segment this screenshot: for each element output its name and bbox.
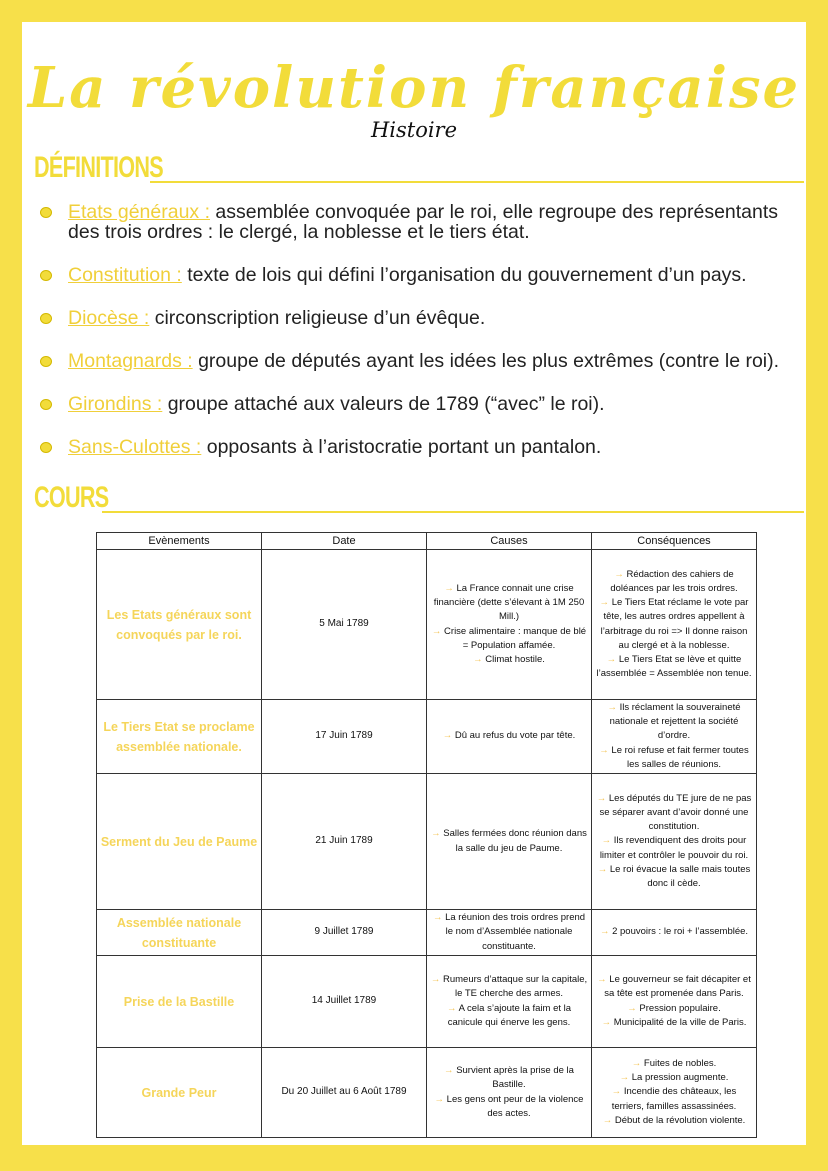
table-text: Fuites de nobles.	[643, 1058, 717, 1069]
definition-term: Etats généraux :	[68, 201, 211, 223]
definition-text: opposants à l’aristocratie portant un pantalon.	[201, 436, 602, 458]
definition-text: groupe attaché aux valeurs de 1789 (“avec” le roi).	[162, 393, 605, 415]
arrow-icon: →	[430, 974, 443, 986]
arrow-icon: →	[619, 1072, 632, 1084]
table-bullet-line	[595, 653, 753, 681]
table-header-row	[97, 533, 757, 550]
arrow-icon: →	[606, 653, 619, 665]
yellow-dot-icon	[40, 207, 52, 218]
causes-cell	[427, 1048, 592, 1138]
table-text: Le roi refuse et fait fermer toutes les salles de réunions.	[611, 744, 749, 770]
causes-cell	[427, 956, 592, 1048]
definition-text: texte de lois qui défini l’organisation du gouvernement d’un pays.	[181, 264, 747, 286]
table-bullet-line	[430, 1002, 588, 1030]
table-text: La France connait une crise financière (dette s’élevant à 1M 250 Mill.)	[433, 582, 585, 623]
table-row	[97, 700, 757, 774]
table-bullet-line	[430, 729, 588, 743]
causes-cell	[427, 700, 592, 774]
table-bullet-line	[430, 653, 588, 667]
table-text: Rumeurs d’attaque sur la capitale, le TE cherche des armes.	[442, 974, 588, 1000]
table-row	[97, 910, 757, 956]
definition-item	[40, 265, 800, 285]
arrow-icon: →	[434, 1093, 447, 1105]
arrow-icon: →	[627, 1002, 640, 1014]
event-cell: Prise de la Bastille	[97, 956, 262, 1048]
table-row	[97, 550, 757, 700]
consequences-cell	[592, 910, 757, 956]
table-bullet-line	[595, 1071, 753, 1085]
arrow-icon: →	[431, 828, 444, 840]
yellow-dot-icon	[40, 313, 52, 324]
definition-term: Sans-Culottes :	[68, 436, 202, 458]
definition-term: Montagnards :	[68, 350, 193, 372]
arrow-icon: →	[599, 926, 613, 938]
arrow-icon: →	[602, 1114, 615, 1126]
yellow-dot-icon	[40, 356, 52, 367]
date-cell: 17 Juin 1789	[262, 700, 427, 774]
table-text: La pression augmente.	[631, 1072, 729, 1084]
table-bullet-line	[430, 827, 588, 855]
definition-item	[40, 308, 800, 328]
arrow-icon: →	[599, 597, 612, 609]
table-text: Crise alimentaire : manque de blé = Population affamée.	[444, 625, 587, 651]
arrow-icon: →	[597, 863, 610, 875]
column-header: Causes	[427, 533, 592, 550]
table-bullet-line	[430, 973, 588, 1001]
definition-term: Constitution :	[68, 264, 182, 286]
section-heading-definitions: DÉFINITIONS	[34, 151, 163, 184]
arrow-icon: →	[446, 1002, 459, 1014]
table-bullet-line	[430, 582, 588, 625]
table-bullet-line	[595, 1057, 753, 1071]
table-bullet-line	[595, 568, 753, 596]
table-bullet-line	[595, 596, 753, 653]
date-cell: 14 Juillet 1789	[262, 956, 427, 1048]
arrow-icon: →	[442, 730, 455, 742]
date-cell: Du 20 Juillet au 6 Août 1789	[262, 1048, 427, 1138]
page	[22, 22, 806, 1145]
arrow-icon: →	[444, 582, 457, 594]
arrow-icon: →	[473, 653, 486, 665]
table-text: Ils réclament la souveraineté nationale et rejettent la société d’ordre.	[609, 702, 741, 742]
arrow-icon: →	[599, 744, 612, 756]
table-bullet-line	[595, 925, 753, 939]
arrow-icon: →	[614, 568, 627, 580]
table-text: Survient après la prise de la Bastille.	[456, 1065, 574, 1091]
table-bullet-line	[430, 625, 588, 653]
table-bullet-line	[430, 1064, 588, 1092]
table-text: Le Tiers Etat réclame le vote par tête, les autres ordres appellent à l’arbitrage du roi => Il donne raison au clergé et à la noblesse.	[600, 597, 749, 651]
causes-cell	[427, 550, 592, 700]
table-text: Municipalité de la ville de Paris.	[613, 1016, 747, 1028]
date-cell: 21 Juin 1789	[262, 774, 427, 910]
table-text: Pression populaire.	[639, 1002, 721, 1014]
consequences-cell	[592, 956, 757, 1048]
event-cell: Les Etats généraux sont convoqués par le roi.	[97, 550, 262, 700]
table-text: Dû au refus du vote par tête.	[454, 730, 576, 742]
event-cell: Serment du Jeu de Paume	[97, 774, 262, 910]
consequences-cell	[592, 1048, 757, 1138]
consequences-cell	[592, 550, 757, 700]
causes-cell	[427, 774, 592, 910]
section-divider	[102, 511, 804, 513]
yellow-dot-icon	[40, 442, 52, 453]
page-subtitle: Histoire	[370, 118, 458, 142]
table-bullet-line	[595, 701, 753, 744]
arrow-icon: →	[607, 702, 620, 713]
definition-item	[40, 202, 800, 242]
table-bullet-line	[595, 863, 753, 891]
table-bullet-line	[595, 1114, 753, 1128]
table-bullet-line	[595, 792, 753, 835]
table-text: Rédaction des cahiers de doléances par les trois ordres.	[610, 568, 738, 594]
table-text: Les députés du TE jure de ne pas se séparer avant d’avoir donné une constitution.	[599, 792, 752, 833]
event-cell: Assemblée nationale constituante	[97, 910, 262, 956]
table-text: Incendie des châteaux, les terriers, familles assassinées.	[611, 1086, 737, 1112]
table-text: A cela s’ajoute la faim et la canicule qui énerve les gens.	[447, 1002, 572, 1028]
table-text: Le Tiers Etat se lève et quitte l’assemblée = Assemblée non tenue.	[596, 653, 752, 680]
arrow-icon: →	[611, 1086, 624, 1098]
date-cell: 9 Juillet 1789	[262, 910, 427, 956]
page-title: La révolution française	[27, 55, 801, 121]
table-bullet-line	[595, 1016, 753, 1030]
yellow-dot-icon	[40, 399, 52, 410]
table-text: Début de la révolution violente.	[614, 1114, 746, 1126]
definitions-list	[40, 202, 800, 480]
table-bullet-line	[430, 1093, 588, 1121]
column-header: Evènements	[97, 533, 262, 550]
section-divider	[150, 181, 804, 183]
date-cell: 5 Mai 1789	[262, 550, 427, 700]
table-bullet-line	[595, 973, 753, 1001]
arrow-icon: →	[431, 625, 445, 637]
arrow-icon: →	[596, 792, 609, 804]
table-text: La réunion des trois ordres prend le nom d’Assemblée nationale constituante.	[445, 912, 586, 952]
definition-text: assemblée convoquée par le roi, elle regroupe des représentants des trois ordres : le clergé, la noblesse et le tiers état.	[68, 201, 779, 243]
column-header: Date	[262, 533, 427, 550]
section-heading-cours: COURS	[34, 481, 109, 514]
definition-term: Girondins :	[68, 393, 163, 415]
definition-text: circonscription religieuse d’un évêque.	[149, 307, 486, 329]
arrow-icon: →	[601, 1016, 614, 1028]
arrow-icon: →	[631, 1058, 644, 1069]
table-text: Climat hostile.	[485, 653, 545, 665]
table-row	[97, 1048, 757, 1138]
events-table	[96, 532, 757, 1138]
table-bullet-line	[430, 911, 588, 954]
yellow-dot-icon	[40, 270, 52, 281]
consequences-cell	[592, 774, 757, 910]
table-bullet-line	[595, 1002, 753, 1016]
definition-item	[40, 437, 800, 457]
table-row	[97, 774, 757, 910]
table-bullet-line	[595, 1085, 753, 1113]
definition-item	[40, 394, 800, 414]
arrow-icon: →	[444, 1065, 457, 1077]
table-text: 2 pouvoirs : le roi + l’assemblée.	[612, 926, 749, 938]
event-cell: Grande Peur	[97, 1048, 262, 1138]
table-bullet-line	[595, 834, 753, 862]
definition-text: groupe de députés ayant les idées les plus extrêmes (contre le roi).	[192, 350, 780, 372]
table-text: Le gouverneur se fait décapiter et sa tête est promenée dans Paris.	[604, 974, 751, 1000]
table-text: Salles fermées donc réunion dans la salle du jeu de Paume.	[443, 828, 587, 854]
table-bullet-line	[595, 744, 753, 772]
table-row	[97, 956, 757, 1048]
arrow-icon: →	[601, 835, 614, 847]
arrow-icon: →	[432, 912, 446, 924]
table-text: Ils revendiquent des droits pour limiter et contrôler le pouvoir du roi.	[599, 835, 749, 861]
table-text: Le roi évacue la salle mais toutes donc il cède.	[609, 863, 751, 890]
event-cell: Le Tiers Etat se proclame assemblée nationale.	[97, 700, 262, 774]
arrow-icon: →	[597, 974, 610, 986]
causes-cell	[427, 910, 592, 956]
definition-item	[40, 351, 800, 371]
table-text: Les gens ont peur de la violence des actes.	[446, 1093, 584, 1119]
consequences-cell	[592, 700, 757, 774]
definition-term: Diocèse :	[68, 307, 150, 329]
column-header: Conséquences	[592, 533, 757, 550]
